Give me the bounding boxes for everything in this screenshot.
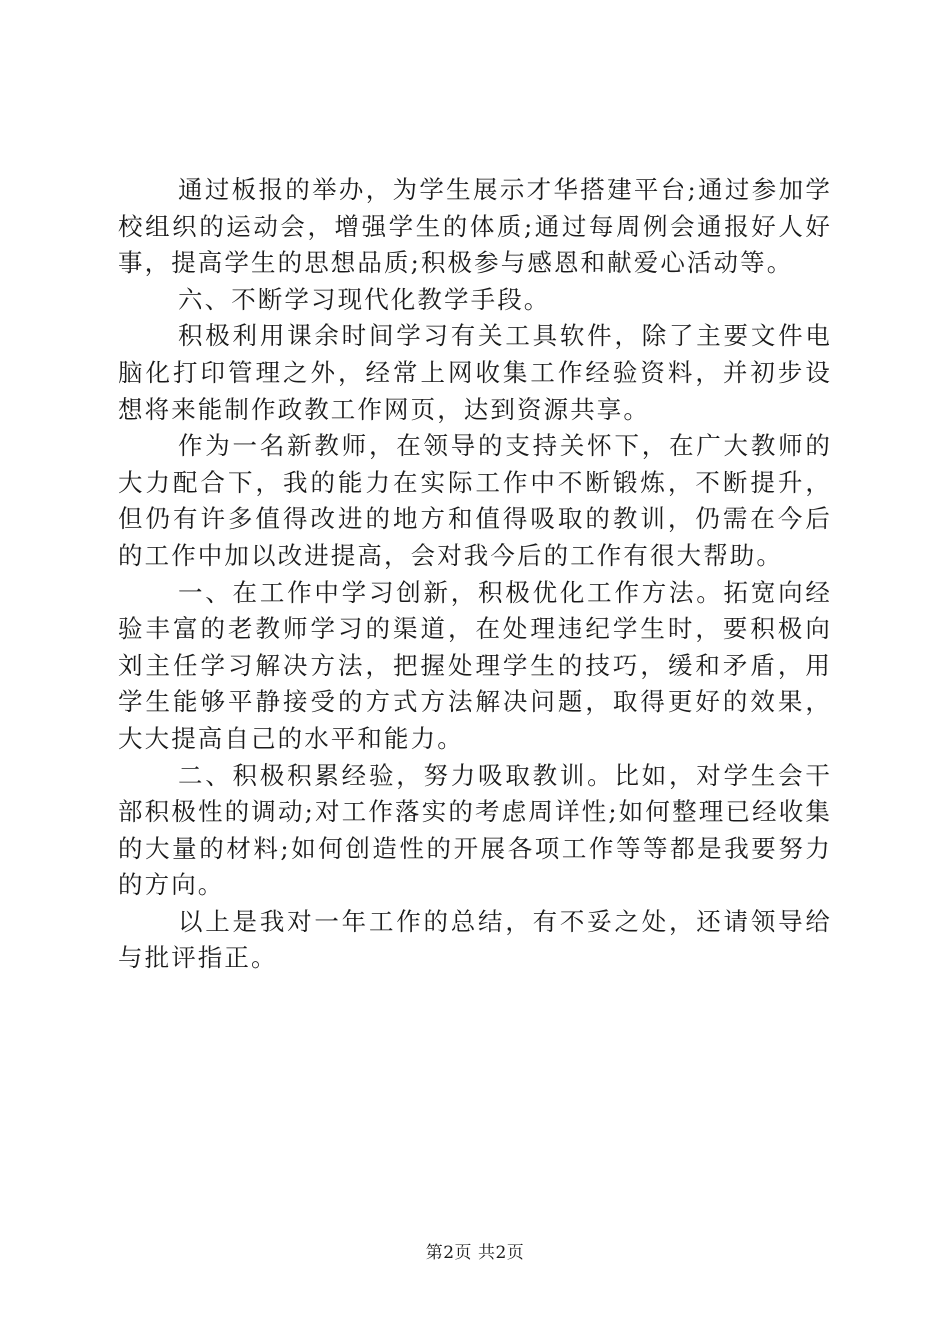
section-heading-six: 六、不断学习现代化教学手段。	[178, 284, 551, 314]
paragraph-software-learning: 积极利用课余时间学习有关工具软件，除了主要文件电脑化打印管理之外，经常上网收集工作经验资料，并初步设想将来能制作政教工作网页，达到资源共享。	[118, 321, 832, 424]
page-footer: 第2页 共2页	[425, 1243, 525, 1263]
paragraph-new-teacher: 作为一名新教师，在领导的支持关怀下，在广大教师的大力配合下，我的能力在实际工作中不断锻炼，不断提升，但仍有许多值得改进的地方和值得吸取的教训，仍需在今后的工作中加以改进提高，会对我今后的工作有很大帮助。	[118, 431, 832, 570]
document-body	[118, 172, 832, 977]
paragraph-conclusion: 以上是我对一年工作的总结，有不妥之处，还请领导给与批评指正。	[118, 906, 832, 973]
paragraph-activities: 通过板报的举办，为学生展示才华搭建平台;通过参加学校组织的运动会，增强学生的体质;通过每周例会通报好人好事，提高学生的思想品质;积极参与感恩和献爱心活动等。	[118, 175, 832, 278]
paragraph-point-one: 一、在工作中学习创新，积极优化工作方法。拓宽向经验丰富的老教师学习的渠道，在处理违纪学生时，要积极向刘主任学习解决方法，把握处理学生的技巧，缓和矛盾，用学生能够平静接受的方式方法解决问题，取得更好的效果，大大提高自己的水平和能力。	[118, 577, 832, 753]
paragraph-point-two: 二、积极积累经验，努力吸取教训。比如，对学生会干部积极性的调动;对工作落实的考虑周详性;如何整理已经收集的大量的材料;如何创造性的开展各项工作等等都是我要努力的方向。	[118, 760, 832, 900]
